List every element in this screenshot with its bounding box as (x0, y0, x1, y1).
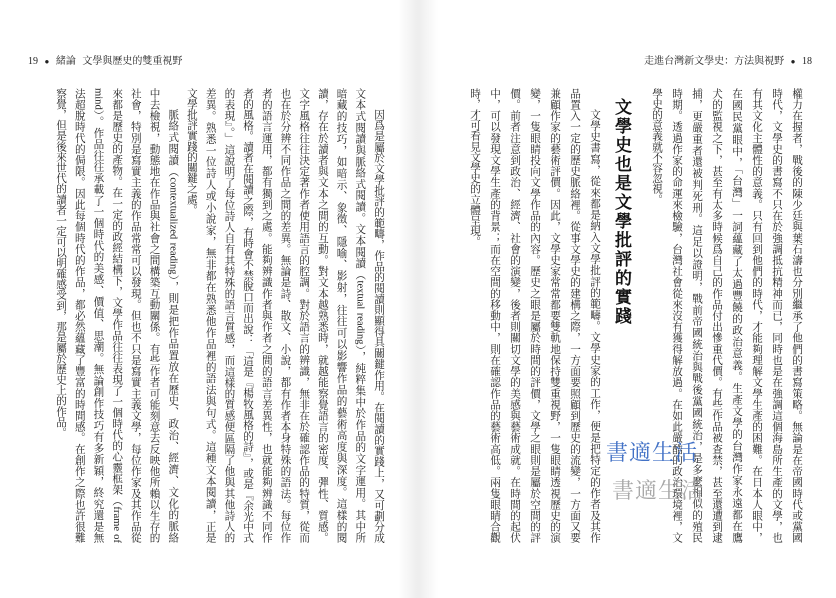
right-page-body (464, 88, 806, 543)
text-column: 文學批評實踐的關鍵之處。 (185, 88, 197, 216)
text-column: 因爲是屬於文學批評的範疇，作品的閱讀則顯得具關鍵作用。在閱讀的實踐上，又可劃分成 (373, 109, 384, 543)
text-column: 的表現』。」這說明了每位詩人自有其特殊的語言質感，而這樣的質感便區隔了他與其他詩人的 (223, 88, 235, 543)
book-gutter-shadow (398, 0, 438, 598)
watermark-secondary: 書適生活 (612, 478, 705, 503)
chapter-title: 文學與歷史的雙重視野 (82, 56, 183, 67)
text-column: 文本式閱讀與脈絡式閱讀。文本閱讀（textual reading），純粹集中於作品的文字運用。其中所 (354, 88, 366, 543)
text-column: 差異。熟悉一位詩人或小說家，無非都在熟悉他作品裡的語法與句式。這種文本閱讀，正是 (204, 88, 216, 543)
header-bullet: ● (44, 57, 50, 66)
page-header-left (28, 55, 182, 69)
text-column: 來都是歷史的產物。在一定的政經結構下，文學作品往往表現了一個時代的心靈框架（frame of (111, 88, 123, 543)
text-column: 價。前者注意到政治、經濟、社會的演變，後者則關切文學的美感與藝術成就。在時間的起伏 (509, 88, 520, 543)
left-page-body (50, 88, 387, 543)
text-column: 在國民黨眼中，「台灣」一詞蘊藏了太過豐饒的政治意義。生產文學的台灣作家永遠都在鷹 (731, 88, 742, 543)
text-column: 兼顧作家的藝術評價。因此，文學史家常常都要雙軌地保持雙重視野，一隻眼睛透視歷史的演 (549, 88, 560, 543)
text-column: 者的語言運用，都有獨到之處。能夠辨識作者與作者之間的語言差異性，也就能夠辨識不同作 (260, 88, 272, 543)
text-column: 中去檢視，動態地在作品與社會之間構築互動關係。有些作者可能刻意去反映他所賴以生存的 (148, 88, 160, 543)
text-column: 法超脫時代的侷限。因此每個時代的作品，都必然蘊藏了豐富的時間感。在創作之際也許很難 (73, 88, 85, 543)
text-column: 有其文化主體性的意義。只有回到他們的時代，才能夠理解文學生產的困難。在日本人眼中， (751, 88, 762, 543)
chapter-label: 緒論 (55, 56, 76, 67)
text-column: 文字風格往往決定著作者使用語言的腔調。對於語言的辨識，無非在於確認作品的特質，從而 (298, 88, 310, 543)
text-column: 讀，存在於讀者與文本之間的互動。對文本越熟悉時，就越能察覺語言的密度、彈性、質感。 (316, 88, 328, 543)
watermark-primary: 書適生活 (606, 440, 699, 465)
text-column: 者的風格。讀者在閱讀之際，有時會不禁脫口而出說：「這是『楊牧風格的詩』，或是『余光中式 (242, 88, 254, 543)
text-column: 中，可以發現文學生產的背景；而在空間的移動中，則在確認作品的藝術高低。兩隻眼睛合觀 (489, 88, 500, 543)
text-column: 脈絡式閱讀（contextualized reading），則是把作品置放在歷史、政治、經濟、文化的脈絡 (167, 109, 179, 543)
page-header-right (644, 55, 812, 69)
text-column: 時代，文學史的書寫不只在於強調抵抗精神而已，同時也是在強調這個海島所生產的文學，也 (771, 88, 782, 543)
text-column: 暗藏的技巧，如暗示、象徵、隱喻、影射，往往可以影響作品的藝術高度與深度。這樣的閱 (335, 88, 347, 543)
text-column: mind）。作品往往承載了一個時代的美感、價值、思潮。無論創作技巧有多新穎，終究還是無 (92, 88, 104, 543)
section-heading: 文學史也是文學批評的實踐 (612, 98, 631, 326)
text-column: 品置入一定的歷史脈絡裡。從事文學史的建構之際，一方面要照顧到歷史的流變，一方面又要 (569, 88, 580, 543)
page-number: 18 (802, 56, 812, 67)
text-column: 也在於分辨不同作品之間的差異。無論是詩、散文、小說，都有作者本身特殊的語法。每位作 (279, 88, 291, 543)
text-column: 文學史書寫，從來都是納入文學批評的範疇。文學史家的工作，便是把特定的作者及其作 (589, 109, 600, 543)
text-column: 權力在握者，戰後的陳少廷與葉石濤也分別繼承了他們的書寫策略。無論是在帝國時代或黨國 (791, 88, 802, 543)
text-column: 社會，特別是寫實主義的作品常常可以發現。但也不只是寫實主義文學，每位作家及其作品從 (129, 88, 141, 543)
text-column: 捕，更嚴重者還被判死刑。這足以證明，戰前帝國統治與戰後黨國統治，是多麼相似的殖民 (691, 88, 702, 543)
text-column: 學史的意義就不容忽視。 (651, 88, 662, 205)
text-column: 時，才可看見文學史的立體呈現。 (469, 88, 480, 247)
page-number: 19 (28, 56, 38, 67)
text-column: 變，一隻眼睛投向文學作品的內容。歷史之眼是屬於時間的評價，文學之眼則是屬於空間的評 (529, 88, 540, 543)
book-title: 走進台灣新文學史：方法與視野 (644, 56, 785, 67)
text-column: 犬的監視之下，甚至有太多時候爲自己的作品付出慘重代價。有些作品被查禁，甚至還遭到逮 (711, 88, 722, 543)
header-bullet: ● (790, 57, 796, 66)
text-column: 時期。透過作家的命運來檢驗，台灣社會從來沒有獲得解放過。在如此嚴酷的政治環境裡，文 (671, 88, 682, 543)
text-column: 察覺，但是後來世代的讀者一定可以明確感受到，那是屬於歷史上的作品。 (55, 88, 67, 438)
